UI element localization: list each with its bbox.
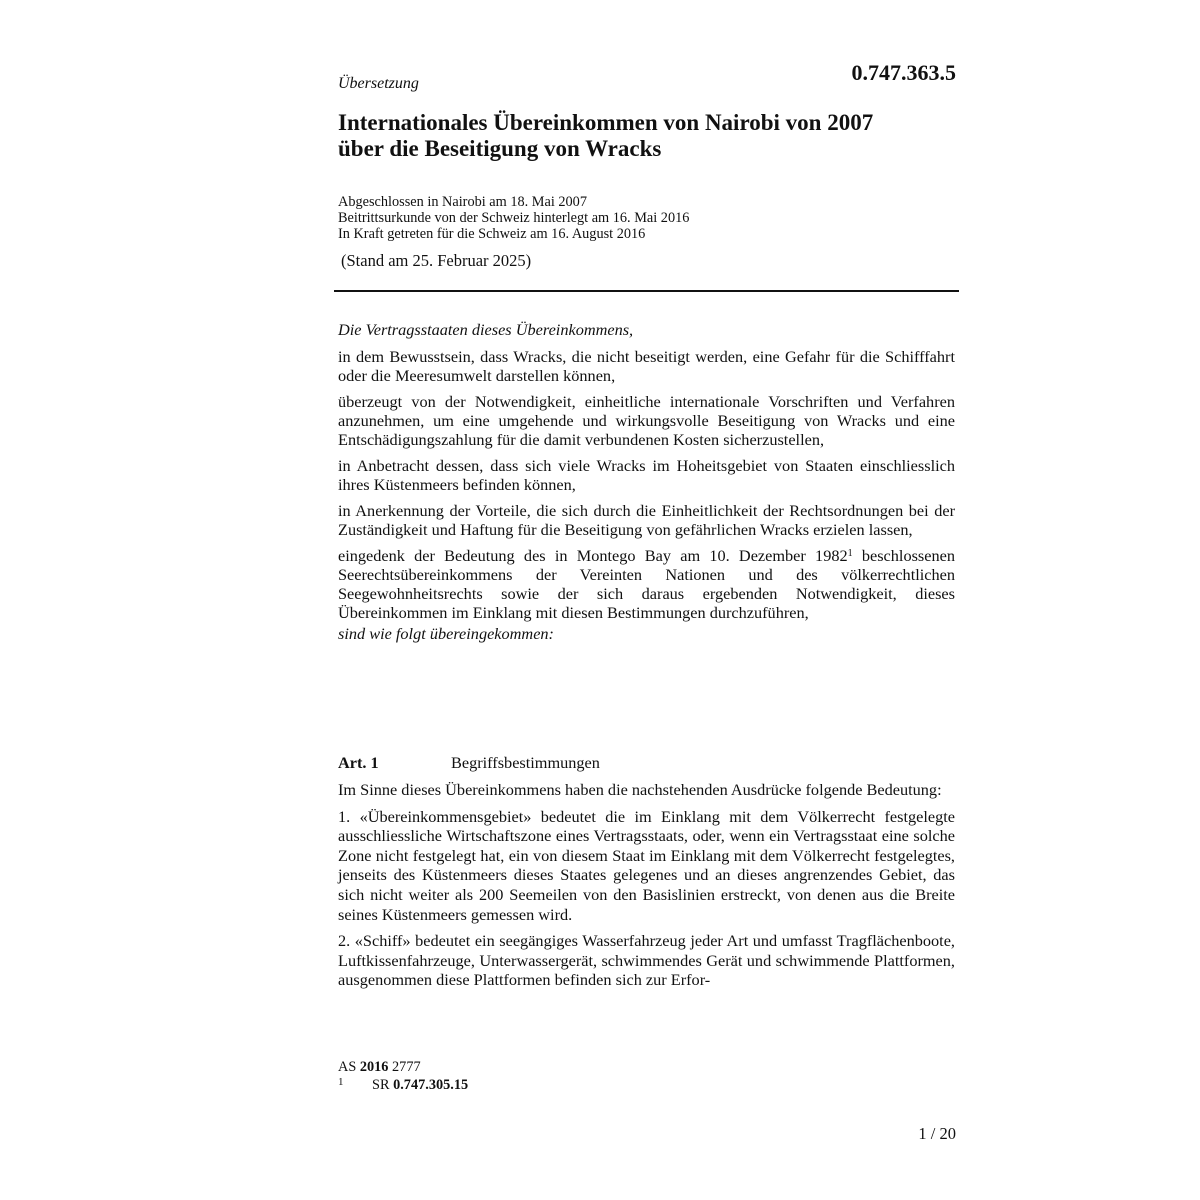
concluded-date: Abgeschlossen in Nairobi am 18. Mai 2007 xyxy=(338,194,587,210)
as-reference xyxy=(338,1058,468,1076)
as-prefix: AS xyxy=(338,1059,357,1075)
in-force-date: In Kraft getreten für die Schweiz am 16. August 2016 xyxy=(338,226,646,242)
header-divider xyxy=(334,290,959,292)
sr-number: 0.747.363.5 xyxy=(851,60,956,85)
article-item: 2. «Schiff» bedeutet ein seegängiges Wasserfahrzeug jeder Art und umfasst Tragflächenboote, Luftkissenfahrzeuge, Unterwassergerät, schwimmendes Gerät und schwimmende Plattformen, ausgenommen diese Plattformen befinden sich zur Erfor- xyxy=(338,931,955,990)
title-line-2: über die Beseitigung von Wracks xyxy=(338,136,662,161)
preamble-paragraph xyxy=(338,546,955,622)
preamble-closing: sind wie folgt übereingekommen: xyxy=(338,624,554,643)
preamble-paragraph: überzeugt von der Notwendigkeit, einheitliche internationale Vorschriften und Verfahren anzunehmen, um eine umgehende und wirkungsvolle Beseitigung von Wracks und eine Entschädigungszahlung für die damit verbundenen Kosten sicherzustellen, xyxy=(338,392,955,449)
status-date: (Stand am 25. Februar 2025) xyxy=(341,251,532,270)
accession-date: Beitrittsurkunde von der Schweiz hinterlegt am 16. Mai 2016 xyxy=(338,210,690,226)
translation-label: Übersetzung xyxy=(338,75,419,92)
article-body xyxy=(338,780,955,997)
document-title xyxy=(338,110,958,162)
article-intro: Im Sinne dieses Übereinkommens haben die nachstehenden Ausdrücke folgende Bedeutung: xyxy=(338,780,942,799)
article-heading xyxy=(338,753,600,773)
article-number: Art. 1 xyxy=(338,753,379,772)
footnote-1: 1 SR 0.747.305.15 xyxy=(338,1076,469,1093)
title-line-1: Internationales Übereinkommen von Nairobi von 2007 xyxy=(338,110,874,135)
footnote-sr-link[interactable]: 0.747.305.15 xyxy=(393,1077,469,1093)
article-item: 1. «Übereinkommensgebiet» bedeutet die im Einklang mit dem Völkerrecht festgelegte ausschliessliche Wirtschaftszone eines Vertragsstaats, oder, wenn ein Vertragsstaat eine solche Zone nicht festgelegt hat, ein von diesem Staat im Einklang mit dem Völkerrecht festgelegtes, jenseits des Küstenmeers dieses Staates gelegenes und an dieses angrenzendes Gebiet, das sich nicht weiter als 200 Seemeilen von den Basislinien erstreckt, von denen aus die Breite seines Küstenmeers gemessen wird. xyxy=(338,806,955,924)
preamble-intro: Die Vertragsstaaten dieses Übereinkommens, xyxy=(338,320,634,339)
footnote-reference[interactable]: 1 xyxy=(847,548,853,559)
preamble-text: beschlossenen Seerechtsübereinkommens der Vereinten Nationen und des völkerrechtlichen Seegewohnheitsrechts sowie der sich daraus ergebenden Notwendigkeit, dieses Übereinkommen im Einklang mit diesen Bestimmungen durchzuführen, xyxy=(338,546,955,622)
document-metadata xyxy=(338,194,689,242)
preamble-paragraph: in Anbetracht dessen, dass sich viele Wracks im Hoheitsgebiet von Staaten einschliesslich ihres Küstenmeers befinden können, xyxy=(338,456,955,494)
footnotes xyxy=(338,1058,468,1094)
article-title: Begriffsbestimmungen xyxy=(451,753,600,772)
page-number: 1 / 20 xyxy=(918,1124,956,1143)
footnote-prefix: SR xyxy=(372,1077,390,1093)
as-year: 2016 xyxy=(359,1059,389,1075)
as-page: 2777 xyxy=(392,1059,421,1075)
preamble-text: eingedenk der Bedeutung des in Montego Bay am 10. Dezember 1982 xyxy=(338,546,848,565)
preamble xyxy=(338,320,955,650)
preamble-paragraph: in Anerkennung der Vorteile, die sich durch die Einheitlichkeit der Rechtsordnungen bei der Zuständigkeit und Haftung für die Beseitigung von gefährlichen Wracks erzielen lassen, xyxy=(338,501,955,539)
preamble-paragraph: in dem Bewusstsein, dass Wracks, die nicht beseitigt werden, eine Gefahr für die Schifffahrt oder die Meeresumwelt darstellen können, xyxy=(338,347,955,385)
